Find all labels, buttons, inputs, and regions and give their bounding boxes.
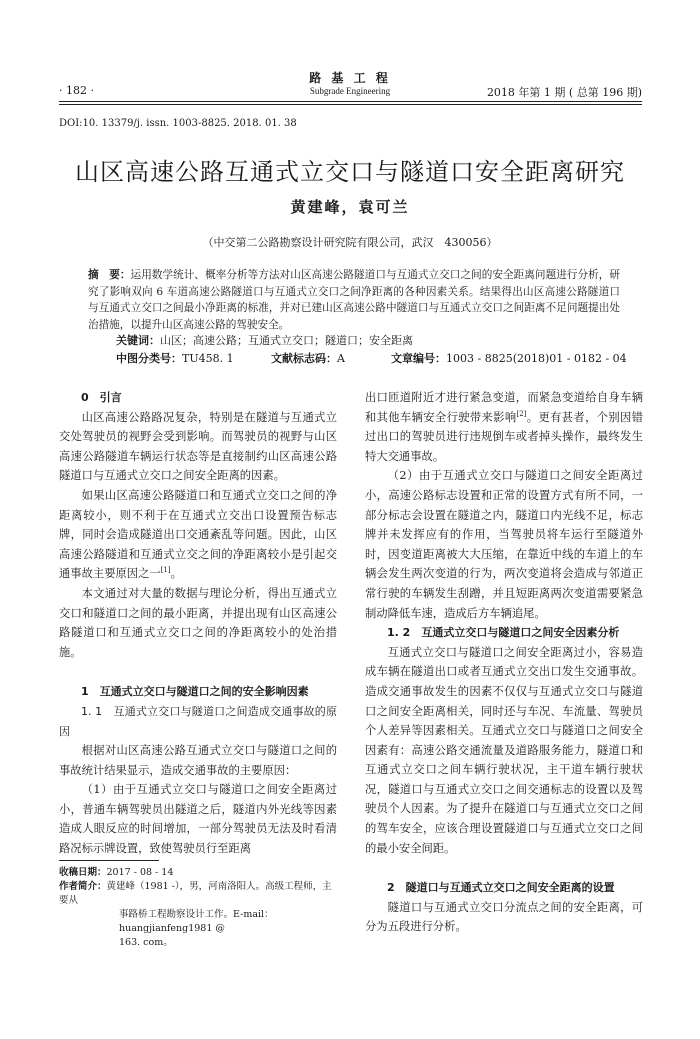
paper-title: 山区高速公路互通式立交口与隧道口安全距离研究 — [75, 158, 625, 186]
clc-label: 中图分类号： — [116, 352, 182, 365]
header-rule — [59, 101, 642, 105]
paragraph — [365, 388, 643, 466]
paragraph: 本文通过对大量的数据与理论分析，得出互通式立交口和隧道口之间的最小距离，并提出现有山区高速公路隧道口和互通式立交口之间的净距离较小的处治措施。 — [59, 586, 337, 659]
footnote — [59, 866, 339, 950]
section-1-heading: 1 互通式立交口与隧道口之间的安全影响因素 — [81, 685, 309, 699]
bio-label: 作者简介： — [59, 881, 107, 892]
footnote-rule — [59, 860, 159, 861]
paragraph: （2）由于互通式立交口与隧道口之间安全距离过小，高速公路标志设置和正常的设置方式有所不同，一部分标志会设置在隧道之内，隧道口内光线不足，标志牌并未发挥应有的作用，当驾驶员将车运行至隧道外时，因变道距离被大大压缩，在靠近中线的车道上的车辆会发生两次变道的行为，两次变道将会造成与邻道正常行驶的车辆发生刮蹭，并且短距离两次变道需要紧急制动降低车速，造成后方车辆追尾。 — [365, 469, 643, 620]
article-number-label: 文章编号： — [391, 352, 446, 365]
article-number-value: 1003 - 8825(2018)01 - 0182 - 04 — [446, 352, 627, 365]
paragraph-text: 出口匝道附近才进行紧急变道，而紧急变道给自身车辆和其他车辆安全行驶带来影响 — [365, 391, 643, 424]
abstract-text: 运用数学统计、概率分析等方法对山区高速公路隧道口与互通式立交口之间的安全距离问题进行分析，研究了影响双向 6 车道高速公路隧道口与互通式立交口之间净距离的各种因素关系。结果得出山区高速公路隧道口与互通式立交口之间最小净距离的标准，并对已建山区高速公路中隧道口与互通式立交口之间距离不足问题提出处治措施，以提升山区高速公路的驾驶安全。 — [88, 269, 621, 331]
paragraph-end: 。更有甚者，个别因错过出口的驾驶员进行违规倒车或者掉头操作，最终发生特大交通事故。 — [365, 410, 643, 463]
paragraph: 根据对山区高速公路互通式立交口与隧道口之间的事故统计结果显示，造成交通事故的主要原因： — [59, 744, 337, 777]
section-2-heading: 2 隧道口与互通式立交口之间安全距离的设置 — [387, 881, 615, 895]
paragraph-text: 如果山区高速公路隧道口和互通式立交口之间的净距离较小，则不利于在互通式立交出口设置预告标志牌，同时会造成隧道出口交通紊乱等问题。因此，山区高速公路隧道和互通式立交之间的净距离较小是引起交通事故主要原因之一 — [59, 488, 337, 581]
bio-line-3: 163. com。 — [119, 937, 173, 948]
keywords — [116, 332, 636, 348]
section-1-2-heading: 1. 2 互通式立交口与隧道口之间安全因素分析 — [387, 626, 620, 640]
doc-code-value: A — [337, 352, 345, 365]
citation: [1] — [160, 566, 171, 575]
section-0-heading: 0 引言 — [81, 391, 122, 404]
keywords-label: 关键词： — [116, 334, 160, 347]
left-column — [59, 388, 337, 859]
received-label: 收稿日期： — [59, 867, 107, 878]
abstract-label: 摘 要： — [88, 269, 131, 281]
citation: [2] — [516, 409, 527, 418]
clc-value: TU458. 1 — [182, 352, 234, 365]
journal-name-en: Subgrade Engineering — [309, 86, 391, 96]
journal-name-cn: 路 基 工 程 — [309, 71, 391, 85]
affiliation: （中交第二公路勘察设计研究院有限公司，武汉 430056） — [202, 236, 498, 249]
issue-info: 2018 年第 1 期 ( 总第 196 期) — [486, 86, 642, 99]
paragraph-end: 。 — [170, 567, 182, 581]
page-number: · 182 · — [59, 84, 94, 97]
paragraph: （1）由于互通式立交口与隧道口之间安全距离过小，普通车辆驾驶员出隧道之后，隧道内外光线等因素造成人眼反应的时间增加，一部分驾驶员无法及时看清路况标示牌设置，致使驾驶员行至距离 — [59, 783, 337, 856]
right-column — [365, 388, 643, 937]
doc-code-label: 文献标志码： — [271, 352, 337, 365]
paragraph: 隧道口与互通式立交口分流点之间的安全距离，可分为五段进行分析。 — [365, 900, 643, 934]
keywords-text: 山区；高速公路；互通式立交口；隧道口；安全距离 — [160, 334, 413, 347]
bio-line-1: 黄建峰（1981 -），男，河南洛阳人。高级工程师，主要从 — [59, 881, 332, 906]
doi: DOI:10. 13379/j. issn. 1003-8825. 2018. 01. 38 — [59, 118, 297, 129]
received-date: 2017 - 08 - 14 — [106, 867, 174, 878]
journal-header — [250, 72, 450, 98]
abstract — [88, 267, 620, 333]
paragraph: 山区高速公路路况复杂，特别是在隧道与互通式立交处驾驶员的视野会受到影响。而驾驶员的视野与山区高速公路隧道车辆运行状态等是直接制约山区高速公路隧道口与互通式立交口之间安全距离的因素。 — [59, 410, 337, 483]
section-1-1-heading: 1. 1 互通式立交口与隧道口之间造成交通事故的原因 — [59, 704, 337, 738]
bio-line-2: 事路桥工程勘察设计工作。E-mail：huangjianfeng1981 @ — [119, 909, 274, 934]
paragraph: 互通式立交口与隧道口之间安全距离过小，容易造成车辆在隧道出口或者互通式立交出口发生交通事故。造成交通事故发生的因素不仅仅与互通式立交口与隧道口之间安全距离相关，同时还与车况、车流量、驾驶员个人差异等因素相关。互通式立交口与隧道口之间安全因素有：高速公路交通流量及道路服务能力，隧道口和互通式立交口之间车辆行驶状况，主干道车辆行驶状况，隧道口与互通式立交口之间交通标志的设置以及驾驶员个人因素。为了提升在隧道口与互通式立交口之间的驾车安全，应该合理设置隧道口与互通式立交口之间的最小安全间距。 — [365, 645, 643, 855]
authors: 黄建峰，袁可兰 — [290, 198, 410, 216]
classification-line — [116, 350, 646, 366]
paragraph — [59, 486, 337, 584]
